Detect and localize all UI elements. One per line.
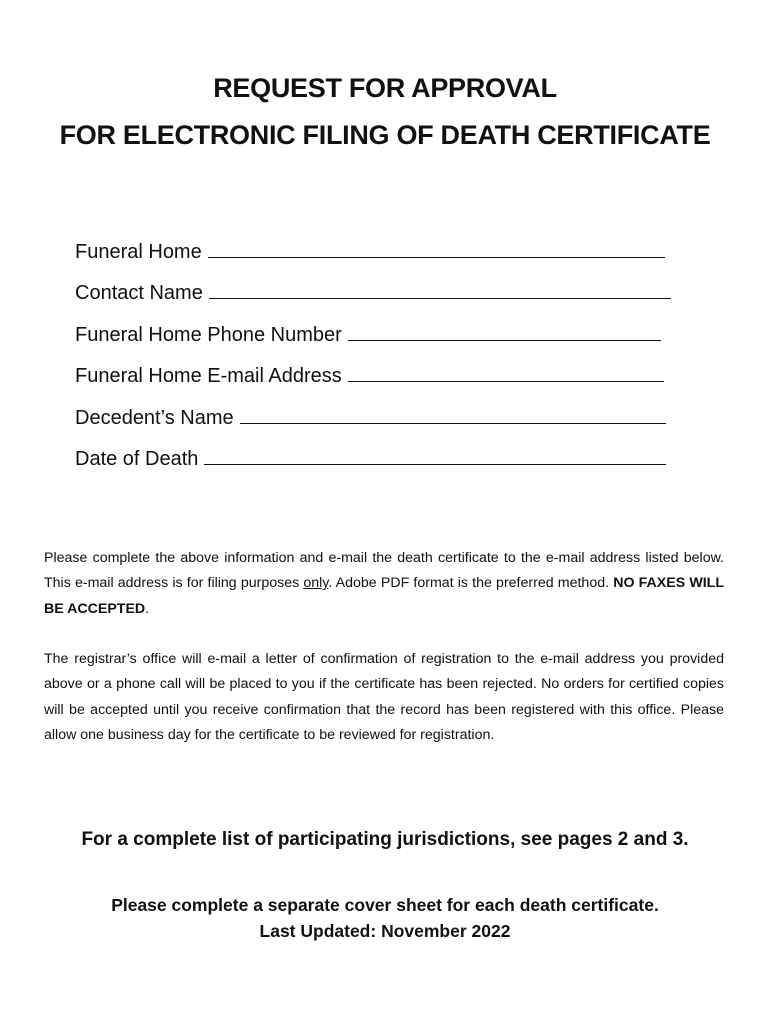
instructions-period: . xyxy=(145,600,150,617)
instructions-text: Please complete the above information and e-mail the death certificate to the e-mail address listed below. This e-mail address is for filing purposes xyxy=(44,550,724,592)
contact-name-line[interactable] xyxy=(209,298,671,299)
contact-name-label: Contact Name xyxy=(75,282,203,304)
instructions-text-2: . Adobe PDF format is the preferred method. xyxy=(328,575,614,592)
funeral-home-label: Funeral Home xyxy=(75,240,202,263)
decedent-name-line[interactable] xyxy=(240,423,666,424)
decedent-name-field[interactable] xyxy=(75,388,675,430)
last-updated: Last Updated: November 2022 xyxy=(259,921,511,941)
form-fields xyxy=(75,222,675,471)
phone-number-label: Funeral Home Phone Number xyxy=(75,323,342,346)
date-of-death-line[interactable] xyxy=(204,464,666,465)
phone-number-line[interactable] xyxy=(348,340,661,341)
funeral-home-field[interactable] xyxy=(75,222,675,264)
date-of-death-label: Date of Death xyxy=(75,448,199,470)
jurisdictions-note: For a complete list of participating jurisdictions, see pages 2 and 3. xyxy=(81,829,689,850)
form-subtitle: FOR ELECTRONIC FILING OF DEATH CERTIFICATE xyxy=(59,120,711,150)
funeral-home-line[interactable] xyxy=(208,257,665,258)
confirmation-paragraph: The registrar’s office will e-mail a letter of confirmation of registration to the e-mail address you provided above or a phone call will be placed to you if the certificate has been rejected. No orders for certified copies will be accepted until you receive confirmation that the record has been registered with this office. Please allow one business day for the certificate to be reviewed for registration. xyxy=(44,651,724,743)
separate-sheet-note: Please complete a separate cover sheet for each death certificate. xyxy=(111,895,659,915)
contact-name-field[interactable] xyxy=(75,264,675,306)
email-address-line[interactable] xyxy=(348,381,664,382)
phone-number-field[interactable] xyxy=(75,305,675,347)
only-emphasis: only xyxy=(303,575,329,592)
form-title: REQUEST FOR APPROVAL xyxy=(213,73,557,103)
email-address-label: Funeral Home E-mail Address xyxy=(75,365,342,387)
instructions-paragraph xyxy=(44,546,724,622)
decedent-name-label: Decedent’s Name xyxy=(75,406,234,429)
no-faxes-warning: NO FAXES WILL BE ACCEPTED xyxy=(44,575,724,617)
date-of-death-field[interactable] xyxy=(75,430,675,472)
email-address-field[interactable] xyxy=(75,347,675,389)
